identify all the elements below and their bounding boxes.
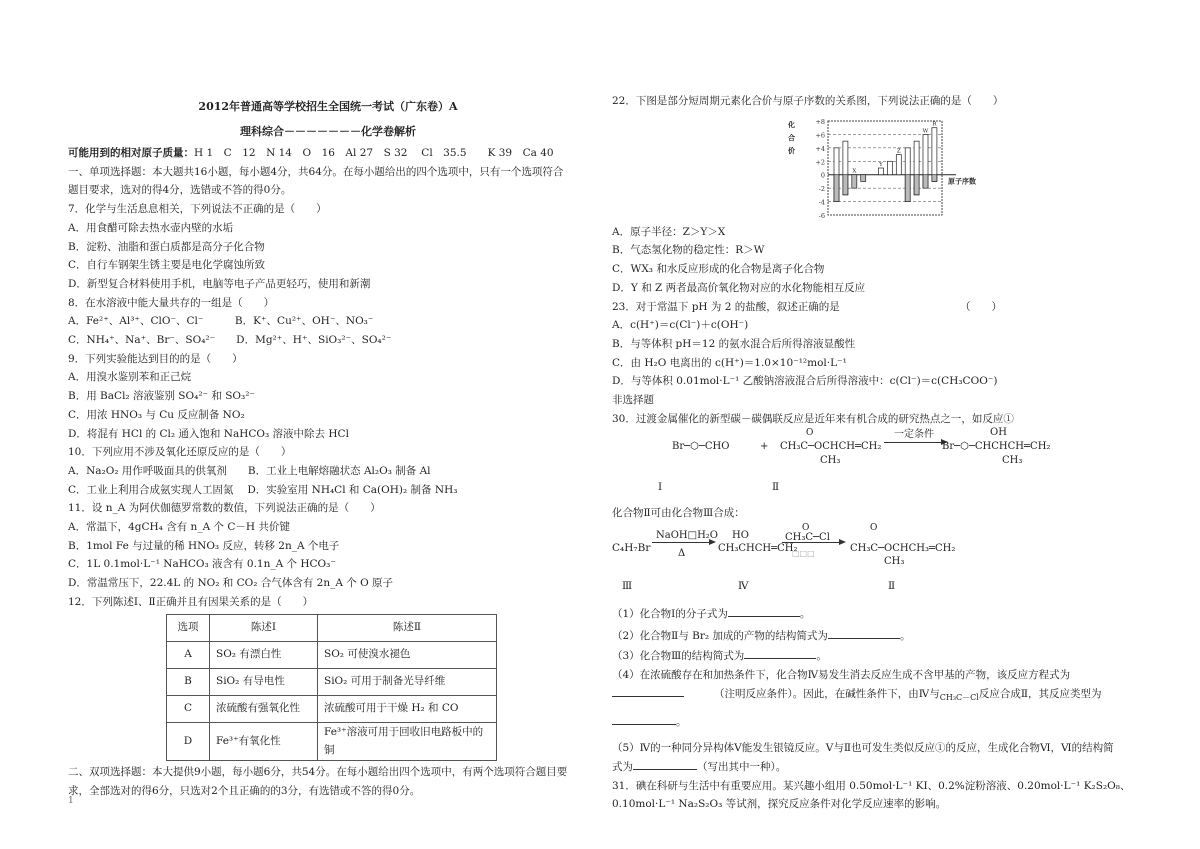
option: C．自行车钢架生锈主要是电化学腐蚀所致 <box>68 259 266 272</box>
statement-table <box>166 614 497 761</box>
question-10: 10．下列应用不涉及氧化还原反应的是（ ） <box>68 446 292 459</box>
question-7: 7．化学与生活息息相关，下列说法不正确的是（ ） <box>68 203 327 216</box>
bar-label: Y <box>879 161 883 168</box>
part-4: （4）在浓硫酸存在和加热条件下，化合物Ⅳ易发生消去反应生成不含甲基的产物，该反应方程式为 <box>612 668 1071 681</box>
compound-4: CH₃CHCH═CH₂ <box>718 543 798 555</box>
bar-negative <box>914 174 919 194</box>
bar-label: X <box>852 168 857 175</box>
part-4-cont <box>612 685 1142 708</box>
bar-label: R <box>932 121 937 128</box>
option: C．工业上利用合成氨实现人工固氮 D．实验室用 NH₄Cl 和 Ca(OH)₂ 制备 NH₃ <box>68 483 458 496</box>
question-8: 8．在水溶液中能大量共存的一组是（ ） <box>68 296 275 309</box>
option: B．淀粉、油脂和蛋白质都是高分子化合物 <box>68 240 265 253</box>
cell: SiO₂ 可用于制备光导纤维 <box>318 668 497 695</box>
answer-paren: （ ） <box>960 300 1002 313</box>
valence-chart <box>612 111 1142 223</box>
option: B．用 BaCl₂ 溶液鉴别 SO₄²⁻ 和 SO₃²⁻ <box>68 390 256 403</box>
y-tick-label: +2 <box>815 157 825 166</box>
header-cell: 陈述Ⅱ <box>318 614 497 641</box>
methyl: CH₃ <box>884 556 905 568</box>
answer-blank[interactable] <box>728 606 800 617</box>
cell: Fe³⁺有氧化性 <box>210 722 318 760</box>
table-header-row <box>167 614 497 641</box>
option: A．用溴水鉴别苯和正己烷 <box>68 371 192 384</box>
y-tick-label: -6 <box>818 211 825 220</box>
cell: SiO₂ 有导电性 <box>210 668 318 695</box>
cell: SO₂ 有漂白性 <box>210 641 318 668</box>
label-IV: Ⅳ <box>738 580 749 593</box>
text: 。 <box>676 716 687 729</box>
compound-labels <box>612 478 1142 504</box>
reaction-2 <box>612 523 1142 577</box>
question-23-stem: 23．对于常温下 pH 为 2 的盐酸，叙述正确的是 <box>612 300 840 313</box>
compound-2: CH₃C─OCHCH₃═CH₂ <box>850 543 956 555</box>
option: A．用食醋可除去热水壶内壁的水垢 <box>68 221 234 234</box>
methyl: CH₃ <box>820 455 841 467</box>
bar <box>861 174 866 181</box>
answer-blank[interactable] <box>633 759 697 770</box>
compound-labels <box>612 577 1142 603</box>
page-title: 2012年普通高等学校招生全国统一考试（广东卷）A <box>198 100 458 113</box>
option: A．c(H⁺)＝c(Cl⁻)＋c(OH⁻) <box>612 319 749 332</box>
cell: SO₂ 可使溴水褪色 <box>318 641 497 668</box>
bar-negative <box>834 174 839 201</box>
text: 。 <box>899 630 911 643</box>
text: （2）化合物Ⅱ与 Br₂ 加成的产物的结构简式为 <box>612 630 828 643</box>
bar-negative <box>932 174 937 181</box>
arrow-icon <box>884 442 946 443</box>
option: D．新型复合材料使用手机，电脑等电子产品更轻巧，使用和新潮 <box>68 277 371 290</box>
part-5-cont <box>612 758 1142 777</box>
question-9: 9．下列实验能达到目的的是（ ） <box>68 352 243 365</box>
reaction-condition: 一定条件 <box>894 429 934 441</box>
question-22: 22．下图是部分短周期元素化合价与原子序数的关系图，下列说法正确的是（ ） <box>612 95 1004 107</box>
carbonyl-o: O <box>806 428 814 439</box>
label-II: Ⅱ <box>772 481 780 494</box>
option: D．与等体积 0.01mol·L⁻¹ 乙酸钠溶液混合后所得溶液中：c(Cl⁻)＝c(CH₃COO⁻) <box>612 375 998 388</box>
option: C．1L 0.1mol·L⁻¹ NaHCO₃ 液含有 0.1n_A 个 HCO₃⁻ <box>68 558 336 571</box>
atomic-masses-label: 可能用到的相对原子质量： <box>68 147 194 159</box>
label-I: Ⅰ <box>658 481 663 494</box>
bar <box>887 161 892 174</box>
page-mark: 1 <box>68 796 74 806</box>
y-tick-label: -2 <box>818 184 825 193</box>
section1-instructions-2: 题目要求，选对的得4分，选错或不答的得0分。 <box>68 184 292 197</box>
section-heading: 非选择题 <box>612 394 654 407</box>
text: 。 <box>799 608 811 621</box>
option: A．原子半径：Z＞Y＞X <box>612 225 726 238</box>
option: B．与等体积 pH＝12 的氨水混合后所得溶液显酸性 <box>612 337 856 350</box>
bar <box>932 127 937 181</box>
part-1 <box>612 603 1142 625</box>
section2-instructions-2: 求，全部选对的得6分，只选对2个且正确的的3分，有选错或不答的得0分。 <box>68 784 421 797</box>
question-30: 30．过渡金属催化的新型碳－碳偶联反应是近年来有机合成的研究热点之一，如反应① <box>612 412 1014 425</box>
label-II: Ⅱ <box>888 580 896 593</box>
product: Br─⬡─CHCHCH═CH₂ <box>942 441 1051 453</box>
part-5: （5）Ⅳ的一种同分异构体Ⅴ能发生银镜反应。Ⅴ与Ⅱ也可发生类似反应①的反应，生成化合物Ⅵ，Ⅵ的结构简 <box>612 742 1114 755</box>
table-row <box>167 695 497 722</box>
question-31: 31．碘在科研与生活中有重要应用。某兴趣小组用 0.50mol·L⁻¹ KI、0.2%淀粉溶液、0.20mol·L⁻¹ K₂S₂O₈、 <box>612 779 1131 792</box>
option: C．由 H₂O 电离出的 c(H⁺)＝1.0×10⁻¹²mol·L⁻¹ <box>612 356 847 369</box>
y-tick-label: +4 <box>815 144 825 153</box>
y-tick-label: +6 <box>815 131 825 140</box>
bar <box>852 174 857 187</box>
question-11: 11．设 n_A 为阿伏伽德罗常数的数值，下列说法正确的是（ ） <box>68 502 381 515</box>
reagent: CH₃C─Cl <box>785 532 830 544</box>
option: A．Fe²⁺、Al³⁺、ClO⁻、Cl⁻ B．K⁺、Cu²⁺、OH⁻、NO₃⁻ <box>68 315 374 328</box>
compound-3: C₄H₇Br <box>612 542 651 555</box>
option: B．1mol Fe 与过量的稀 HNO₃ 反应，转移 2n_A 个电子 <box>68 539 340 552</box>
y-axis-label: 化 <box>788 119 795 129</box>
bar-label: W <box>922 128 929 135</box>
option: D．将混有 HCl 的 Cl₂ 通入饱和 NaHCO₃ 溶液中除去 HCl <box>68 427 349 440</box>
option: C．WX₃ 和水反应形成的化合物是离子化合物 <box>612 263 825 276</box>
methyl: CH₃ <box>1002 455 1023 467</box>
part-4-answer <box>612 707 1142 739</box>
cell: 浓硫酸可用于干燥 H₂ 和 CO <box>318 695 497 722</box>
condition: NaOH□H₂O <box>656 530 719 542</box>
right-column <box>612 92 1142 814</box>
synthesis-intro: 化合物Ⅱ可由化合物Ⅲ合成： <box>612 507 745 520</box>
section1-instructions: 一、单项选择题：本大题共16小题，每小题4分，共64分。在每小题给出的四个选项中，只有一个选项符合 <box>68 165 564 178</box>
bar-negative <box>923 174 928 187</box>
option: A．Na₂O₂ 用作呼吸面具的供氧剂 B．工业上电解熔融状态 Al₂O₃ 制备 Al <box>68 464 431 477</box>
option: C．NH₄⁺、Na⁺、Br⁻、SO₄²⁻ D．Mg²⁺、H⁺、SiO₃²⁻、SO₄²⁻ <box>68 334 392 347</box>
compound-2: CH₃C─OCHCH═CH₂ <box>780 441 882 453</box>
text: （3）化合物Ⅲ的结构简式为 <box>612 650 745 663</box>
option: A．常温下，4gCH₄ 含有 n_A 个 C－H 共价键 <box>68 521 290 534</box>
question-12: 12．下列陈述Ⅰ、Ⅱ正确并且有因果关系的是（ ） <box>68 595 314 608</box>
header-cell: 选项 <box>167 614 210 641</box>
condition: □□□ <box>792 549 815 559</box>
option: D．常温常压下，22.4L 的 NO₂ 和 CO₂ 合气体含有 2n_A 个 O 原子 <box>68 577 394 590</box>
cell: D <box>167 722 210 760</box>
answer-blank[interactable] <box>828 628 900 639</box>
arrow-icon <box>652 542 714 543</box>
reagent-formula: CH₃C－Cl <box>939 692 979 702</box>
answer-blank[interactable] <box>612 686 684 697</box>
bar-negative <box>905 174 910 201</box>
valence-chart-svg <box>782 111 1042 223</box>
atomic-masses <box>68 144 588 163</box>
bar <box>896 154 901 174</box>
hydroxyl: HO <box>732 530 749 542</box>
text: 。 <box>816 650 827 663</box>
left-column <box>68 94 588 800</box>
table-row <box>167 641 497 668</box>
question-31-cont: 0.10mol·L⁻¹ Na₂S₂O₃ 等试剂，探究反应条件对化学反应速率的影响。 <box>612 798 947 811</box>
y-axis-label: 价 <box>788 145 795 155</box>
x-axis-label: 原子序数 <box>948 176 976 186</box>
atomic-masses-values: H 1 C 12 N 14 O 16 Al 27 S 32 Cl 35.5 K 39 Ca 40 <box>194 147 554 159</box>
y-axis-label: 合 <box>788 132 795 142</box>
reaction-1 <box>612 428 1142 478</box>
compound-1: Br─⬡─CHO <box>672 441 730 453</box>
page-subtitle: 理科综合－－－－－－－化学卷解析 <box>240 125 416 138</box>
bar <box>879 168 884 175</box>
carbonyl-o: O <box>870 523 878 534</box>
cell: B <box>167 668 210 695</box>
option: C．用浓 HNO₃ 与 Cu 反应制备 NO₂ <box>68 408 245 421</box>
header-cell: 陈述Ⅰ <box>210 614 318 641</box>
cell: C <box>167 695 210 722</box>
y-tick-label: +8 <box>815 117 825 126</box>
part-3 <box>612 647 1142 666</box>
bar-negative <box>843 174 848 194</box>
carbonyl-o: O <box>802 523 810 534</box>
option: D．Y 和 Z 两者最高价氧化物对应的水化物能相互反应 <box>612 281 866 294</box>
y-tick-label: 0 <box>820 171 825 180</box>
table-row <box>167 668 497 695</box>
part-2 <box>612 625 1142 647</box>
y-tick-label: -4 <box>818 198 825 207</box>
heat-symbol: Δ <box>678 548 686 560</box>
table-row <box>167 722 497 760</box>
arrow-icon <box>782 542 844 543</box>
text: （注明反应条件）。因此，在碱性条件下，由Ⅳ与 <box>714 687 940 700</box>
question-23 <box>612 298 1142 317</box>
answer-blank[interactable] <box>612 714 676 725</box>
cell: 浓硫酸有强氧化性 <box>210 695 318 722</box>
text: （写出其中一种）。 <box>697 760 787 773</box>
label-III: Ⅲ <box>622 580 633 593</box>
cell: A <box>167 641 210 668</box>
answer-blank[interactable] <box>744 648 816 659</box>
cell: Fe³⁺溶液可用于回收旧电路板中的铜 <box>318 722 497 760</box>
plus-sign: + <box>760 441 769 453</box>
text: 式为 <box>612 760 633 773</box>
option: B．气态氢化物的稳定性：R＞W <box>612 244 765 257</box>
hydroxyl: OH <box>990 427 1007 439</box>
section2-instructions: 二、双项选择题：本大提供9小题，每小题6分，共54分。在每小题给出四个选项中，有两个选项符合题目要 <box>68 765 568 778</box>
text: 反应合成Ⅱ，其反应类型为 <box>978 687 1102 700</box>
bar-label: Z <box>896 148 901 155</box>
text: （1）化合物Ⅰ的分子式为 <box>612 608 728 621</box>
